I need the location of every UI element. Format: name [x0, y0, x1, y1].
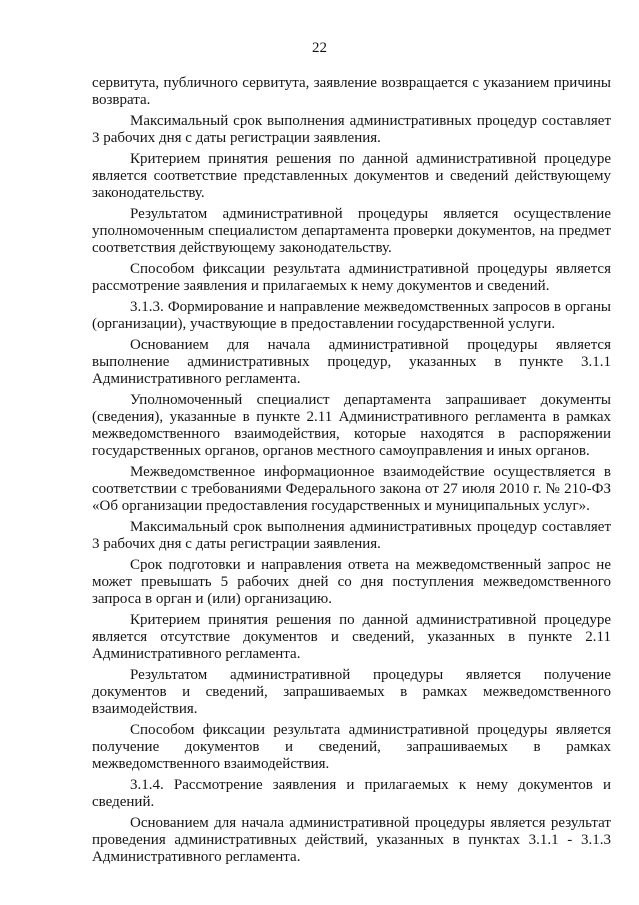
- paragraph: Уполномоченный специалист департамента запрашивает документы (сведения), указанные в пункте 2.11 Административного регламента в рамках межведомственного взаимодействия, которые находятся в распоряжении государственных органов, органов местного самоуправления и иных органов.: [92, 392, 611, 459]
- paragraph: Способом фиксации результата административной процедуры является рассмотрение заявления и прилагаемых к нему документов и сведений.: [92, 261, 611, 294]
- paragraph: Срок подготовки и направления ответа на межведомственный запрос не может превышать 5 рабочих дней со дня поступления межведомственного запроса в орган и (или) организацию.: [92, 557, 611, 607]
- paragraph: Межведомственное информационное взаимодействие осуществляется в соответствии с требованиями Федерального закона от 27 июля 2010 г. № 210-ФЗ «Об организации предоставления государственных и муниципальных услуг».: [92, 464, 611, 514]
- section-heading: 3.1.4. Рассмотрение заявления и прилагаемых к нему документов и сведений.: [92, 777, 611, 810]
- page-number: 22: [312, 40, 327, 56]
- paragraph: Максимальный срок выполнения административных процедур составляет 3 рабочих дня с даты регистрации заявления.: [92, 519, 611, 552]
- paragraph: Критерием принятия решения по данной административной процедуре является отсутствие документов и сведений, указанных в пункте 2.11 Административного регламента.: [92, 612, 611, 662]
- paragraph: Результатом административной процедуры является осуществление уполномоченным специалистом департамента проверки документов, на предмет соответствия действующему законодательству.: [92, 206, 611, 256]
- document-body: [92, 75, 611, 870]
- paragraph: Критерием принятия решения по данной административной процедуре является соответствие представленных документов и сведений действующему законодательству.: [92, 151, 611, 201]
- paragraph: Основанием для начала административной процедуры является результат проведения административных действий, указанных в пунктах 3.1.1 - 3.1.3 Административного регламента.: [92, 815, 611, 865]
- paragraph: Максимальный срок выполнения административных процедур составляет 3 рабочих дня с даты регистрации заявления.: [92, 113, 611, 146]
- paragraph: Результатом административной процедуры является получение документов и сведений, запрашиваемых в рамках межведомственного взаимодействия.: [92, 667, 611, 717]
- section-heading: 3.1.3. Формирование и направление межведомственных запросов в органы (организации), участвующие в предоставлении государственной услуги.: [92, 299, 611, 332]
- paragraph: Основанием для начала административной процедуры является выполнение административных процедур, указанных в пункте 3.1.1 Административного регламента.: [92, 337, 611, 387]
- paragraph: сервитута, публичного сервитута, заявление возвращается с указанием причины возврата.: [92, 75, 611, 108]
- paragraph: Способом фиксации результата административной процедуры является получение документов и сведений, запрашиваемых в рамках межведомственного взаимодействия.: [92, 722, 611, 772]
